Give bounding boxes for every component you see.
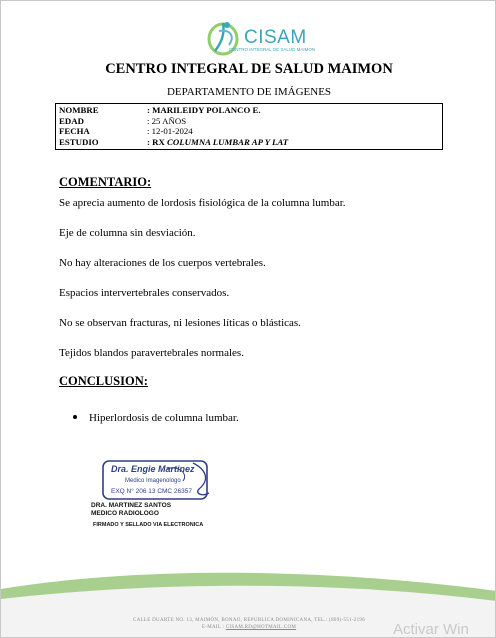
stamp-name: Dra. Engie Martinez	[111, 464, 195, 474]
footer-address: CALLE DUARTE NO. 13, MAIMÓN, BONAO, REPUBLICA DOMINICANA, TEL.: (809)-551-2196	[132, 618, 366, 623]
footer-email-label: E-MAIL :	[201, 625, 226, 630]
comment-line: Eje de columna sin desviación.	[59, 227, 196, 239]
info-value: : MARILEIDY POLANCO E.	[147, 105, 261, 115]
study-prefix: : RX	[147, 136, 168, 147]
info-value: : 12-01-2024	[147, 126, 193, 137]
page-title: CENTRO INTEGRAL DE SALUD MAIMON	[105, 61, 393, 77]
comment-line: No hay alteraciones de los cuerpos vertebrales.	[59, 257, 266, 269]
conclusion-heading: CONCLUSION:	[59, 374, 148, 388]
comment-line: Tejidos blandos paravertebrales normales.	[59, 347, 244, 359]
department-label: DEPARTAMENTO DE IMÁGENES	[166, 86, 332, 98]
stamp-title: Medico Imagenologo	[125, 478, 181, 484]
comment-line: Espacios intervertebrales conservados.	[59, 287, 230, 299]
signer-role: MEDICO RADIOLOGO	[91, 510, 159, 517]
signature-note: FIRMADO Y SELLADO VIA ELECTRONICA	[93, 522, 204, 528]
info-value	[147, 137, 288, 148]
info-row-study	[59, 137, 442, 148]
info-label: ESTUDIO	[59, 136, 99, 147]
info-label: NOMBRE	[59, 105, 99, 115]
bullet-icon	[73, 415, 77, 419]
comment-heading: COMENTARIO:	[59, 175, 152, 189]
info-row-name	[59, 105, 442, 116]
logo-text: CISAM	[244, 27, 307, 48]
signer-name: DRA. MARTINEZ SANTOS	[91, 502, 172, 509]
info-label: FECHA	[59, 126, 90, 137]
footer-email-link[interactable]: CISAM.RD@HOTMAIL.COM	[225, 625, 297, 630]
info-value: : 25 AÑOS	[147, 115, 187, 126]
activation-watermark: Activar Win	[393, 621, 469, 638]
info-row-date	[59, 126, 442, 137]
comment-line: Se aprecia aumento de lordosis fisiológica de la columna lumbar.	[59, 197, 346, 209]
comment-line: No se observan fracturas, ni lesiones líticas o blásticas.	[59, 317, 301, 329]
info-row-age	[59, 116, 442, 127]
patient-info-box	[55, 103, 443, 150]
conclusion-item: Hiperlordosis de columna lumbar.	[89, 412, 239, 424]
stamp-license: EXQ N° 206 13 CMC 26357	[111, 488, 193, 495]
info-label: EDAD	[59, 115, 84, 126]
study-name: COLUMNA LUMBAR AP Y LAT	[167, 136, 289, 147]
logo-subtitle: CENTRO INTEGRAL DE SALUD MAIMON	[229, 47, 316, 52]
